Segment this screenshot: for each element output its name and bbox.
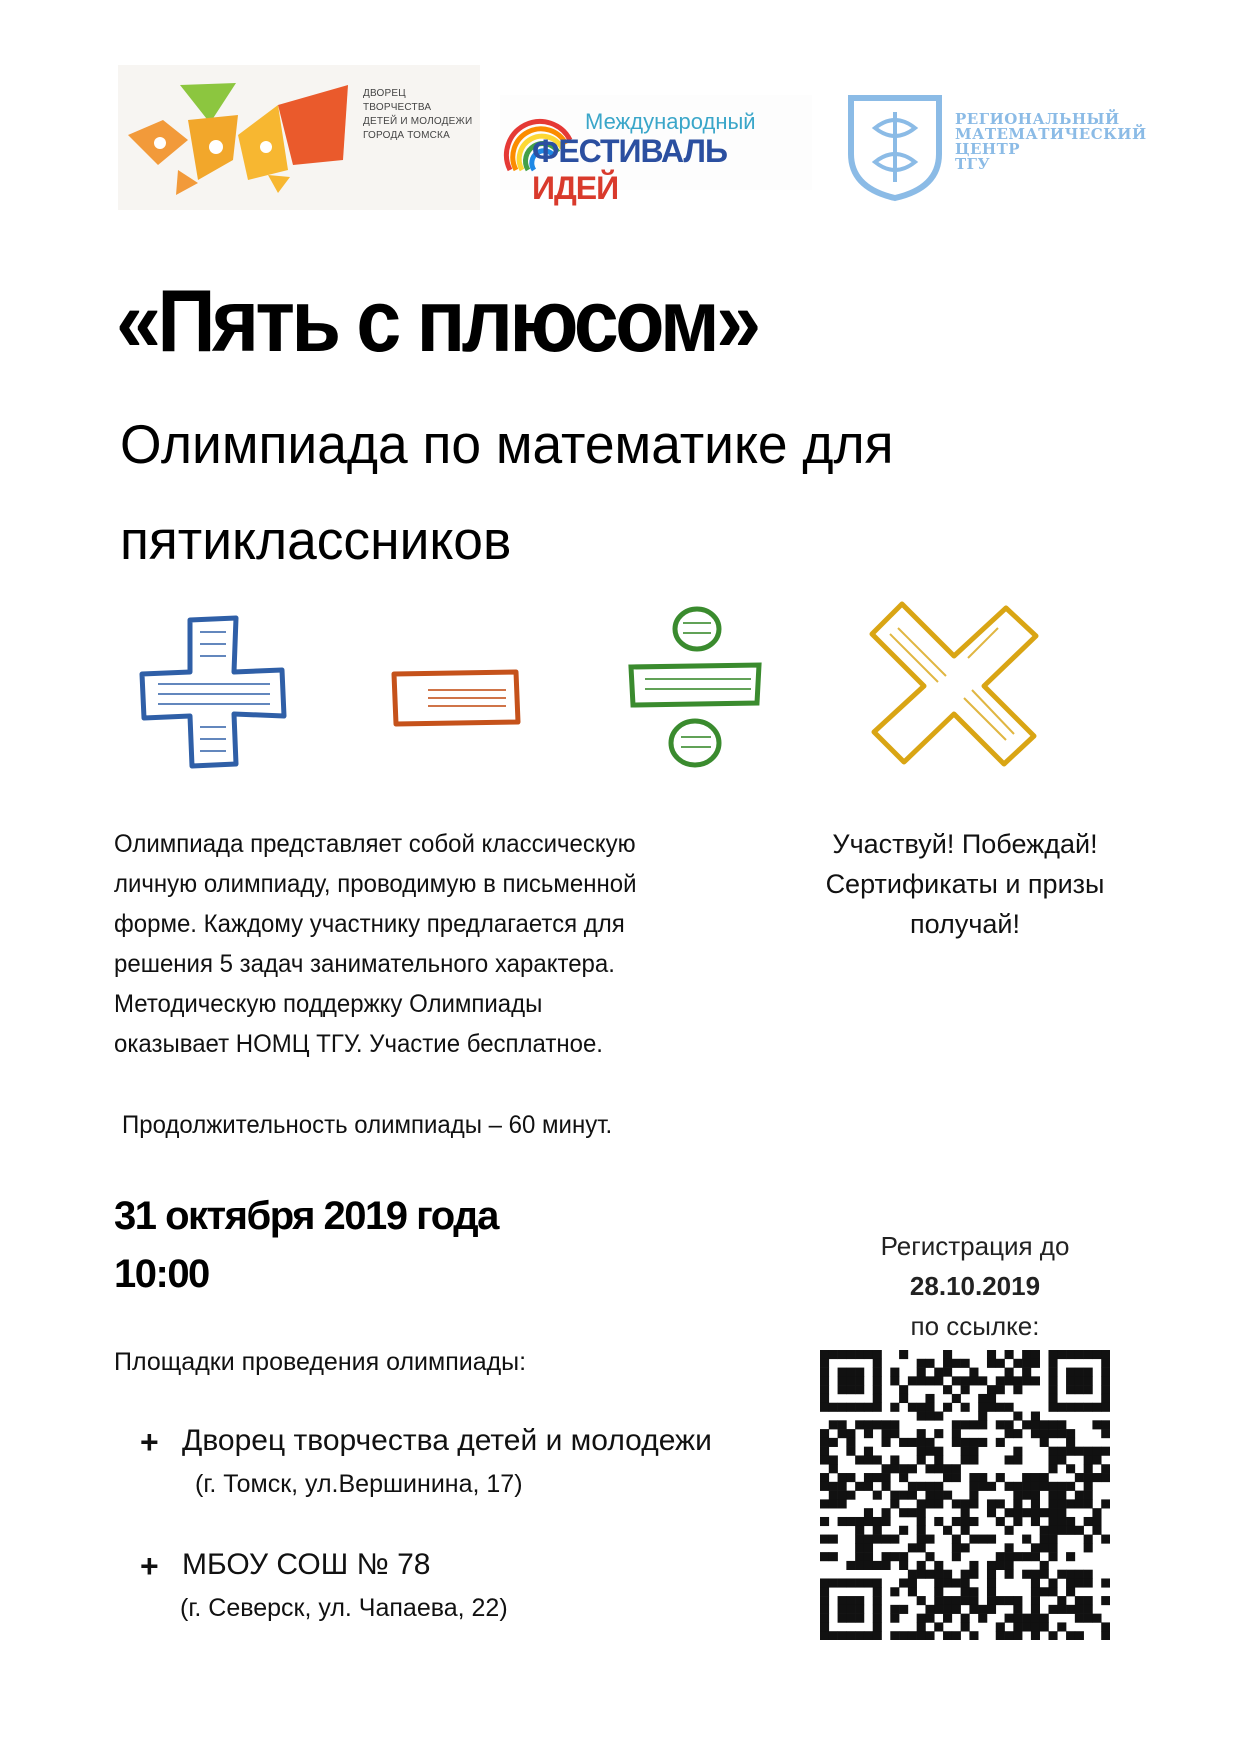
subtitle-line2: пятиклассников: [120, 509, 512, 571]
venue-address: (г. Томск, ул.Вершинина, 17): [195, 1470, 523, 1498]
logo-dtdm: [118, 65, 480, 210]
page-title: «Пять с плюсом»: [116, 271, 758, 370]
event-time: 10:00: [114, 1252, 209, 1296]
logo-festival: [500, 95, 812, 206]
duration-text: Продолжительность олимпиады – 60 минут.: [122, 1111, 613, 1139]
description-line: личную олимпиаду, проводимую в письменной: [114, 870, 637, 898]
registration-qr-code[interactable]: [820, 1350, 1110, 1640]
venue-name: Дворец творчества детей и молодежи: [182, 1424, 712, 1457]
dtdm-emblem: [118, 65, 348, 210]
dtdm-line: ГОРОДА ТОМСКА: [363, 130, 450, 141]
rmc-line: ТГУ: [955, 155, 991, 173]
rmc-line: РЕГИОНАЛЬНЫЙ: [955, 110, 1120, 128]
plus-icon: [138, 612, 288, 772]
description-line: Олимпиада представляет собой классическую: [114, 830, 636, 858]
event-date: 31 октября 2019 года: [114, 1194, 498, 1238]
venue-bullet: +: [140, 1548, 159, 1584]
registration-deadline: 28.10.2019: [909, 1271, 1041, 1301]
festival-word1: ФЕСТИВАЛЬ: [532, 133, 727, 169]
description-line: Методическую поддержку Олимпиады: [114, 990, 543, 1018]
description-line: оказывает НОМЦ ТГУ. Участие бесплатное.: [114, 1030, 603, 1058]
callout: [800, 824, 1130, 944]
venue-address: (г. Северск, ул. Чапаева, 22): [180, 1594, 508, 1622]
callout-line: получай!: [910, 909, 1020, 939]
rmc-line: ЦЕНТР: [955, 140, 1021, 158]
description-line: решения 5 задач занимательного характера.: [114, 950, 615, 978]
shield-icon: [845, 92, 945, 202]
dtdm-line: ДЕТЕЙ И МОЛОДЕЖИ: [363, 116, 473, 127]
description-line: форме. Каждому участнику предлагается для: [114, 910, 625, 938]
callout-line: Участвуй! Побеждай!: [832, 829, 1098, 859]
venue-name: МБОУ СОШ № 78: [182, 1548, 431, 1581]
subtitle-line1: Олимпиада по математике для: [120, 413, 894, 475]
callout-line: Сертификаты и призы: [825, 869, 1105, 899]
multiply-icon: [868, 598, 1040, 770]
registration: [835, 1226, 1115, 1346]
logo-rmc: [845, 92, 1147, 202]
rmc-line: МАТЕМАТИЧЕСКИЙ: [955, 125, 1147, 143]
minus-icon: [388, 666, 523, 730]
registration-line: по ссылке:: [910, 1311, 1040, 1341]
divide-icon: [625, 605, 765, 775]
dtdm-line: ДВОРЕЦ: [363, 88, 406, 99]
description: [114, 824, 637, 1064]
dtdm-line: ТВОРЧЕСТВА: [363, 102, 432, 113]
registration-line: Регистрация до: [880, 1231, 1070, 1261]
venues-label: Площадки проведения олимпиады:: [114, 1348, 527, 1376]
festival-word2: ИДЕЙ: [532, 170, 619, 206]
venue-bullet: +: [140, 1424, 159, 1460]
festival-line1: Международный: [585, 109, 756, 134]
